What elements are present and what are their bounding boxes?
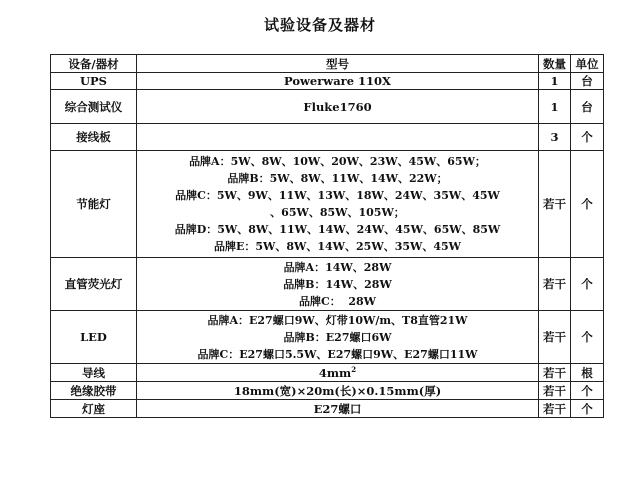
- quantity-cell: 若干: [539, 151, 571, 258]
- quantity-cell: 若干: [539, 400, 571, 418]
- model-cell: [137, 258, 539, 311]
- quantity-cell: 若干: [539, 382, 571, 400]
- model-line: 、65W、85W、105W；: [270, 206, 405, 219]
- equipment-name: LED: [51, 311, 137, 364]
- table-row: [51, 90, 604, 124]
- equipment-name: 灯座: [51, 400, 137, 418]
- unit-cell: 个: [571, 400, 604, 418]
- table-row: [51, 151, 604, 258]
- quantity-cell: 1: [539, 73, 571, 90]
- model-superscript: 2: [351, 364, 357, 374]
- model-line: 品牌C：E27螺口5.5W、E27螺口9W、E27螺口11W: [197, 347, 478, 361]
- model-line: 品牌D：5W、8W、11W、14W、24W、45W、65W、85W: [174, 223, 501, 236]
- table-row: [51, 382, 604, 400]
- equipment-name: 导线: [51, 364, 137, 382]
- model-cell: [137, 151, 539, 258]
- quantity-cell: 若干: [539, 364, 571, 382]
- quantity-cell: 1: [539, 90, 571, 124]
- equipment-name: 直管荧光灯: [51, 258, 137, 311]
- equipment-name: 接线板: [51, 124, 137, 151]
- unit-cell: 台: [571, 73, 604, 90]
- model-line: 品牌E：5W、8W、14W、25W、35W、45W: [213, 240, 462, 253]
- model-line: 品牌B：E27螺口6W: [283, 330, 392, 344]
- model-line: 品牌B：14W、28W: [283, 277, 392, 291]
- table-header-row: [51, 55, 604, 73]
- unit-cell: 个: [571, 151, 604, 258]
- unit-cell: 根: [571, 364, 604, 382]
- quantity-cell: 若干: [539, 258, 571, 311]
- model-cell: [137, 124, 539, 151]
- model-cell: Fluke1760: [137, 90, 539, 124]
- table-row: [51, 400, 604, 418]
- model-value: 4mm: [318, 365, 352, 380]
- table-row: [51, 258, 604, 311]
- model-cell: Powerware 110X: [137, 73, 539, 90]
- equipment-name: 绝缘胶带: [51, 382, 137, 400]
- model-cell: [137, 311, 539, 364]
- equipment-name: UPS: [51, 73, 137, 90]
- document-title: 试验设备及器材: [263, 16, 376, 34]
- header-equipment: 设备/器材: [51, 55, 137, 73]
- model-line: 品牌C： 28W: [298, 294, 377, 308]
- header-unit: 单位: [571, 55, 604, 73]
- model-line: 品牌A：14W、28W: [283, 260, 392, 274]
- header-model: 型号: [137, 55, 539, 73]
- table-row: [51, 364, 604, 382]
- model-line: 品牌A：5W、8W、10W、20W、23W、45W、65W；: [189, 155, 486, 168]
- header-quantity: 数量: [539, 55, 571, 73]
- table-row: [51, 311, 604, 364]
- model-line: 品牌C：5W、9W、11W、13W、18W、24W、35W、45W: [175, 189, 500, 202]
- table-row: [51, 124, 604, 151]
- model-line: 品牌A：E27螺口9W、灯带10W/m、T8直管21W: [207, 313, 468, 327]
- model-line: 品牌B：5W、8W、11W、14W、22W；: [227, 172, 448, 185]
- quantity-cell: 若干: [539, 311, 571, 364]
- unit-cell: 个: [571, 311, 604, 364]
- equipment-name: 综合测试仪: [51, 90, 137, 124]
- table-row: [51, 73, 604, 90]
- equipment-table: [50, 54, 604, 418]
- unit-cell: 个: [571, 382, 604, 400]
- model-cell: E27螺口: [137, 400, 539, 418]
- unit-cell: 个: [571, 124, 604, 151]
- unit-cell: 台: [571, 90, 604, 124]
- model-cell: 18mm(宽)×20m(长)×0.15mm(厚): [137, 382, 539, 400]
- quantity-cell: 3: [539, 124, 571, 151]
- model-cell: [137, 364, 539, 382]
- unit-cell: 个: [571, 258, 604, 311]
- equipment-name: 节能灯: [51, 151, 137, 258]
